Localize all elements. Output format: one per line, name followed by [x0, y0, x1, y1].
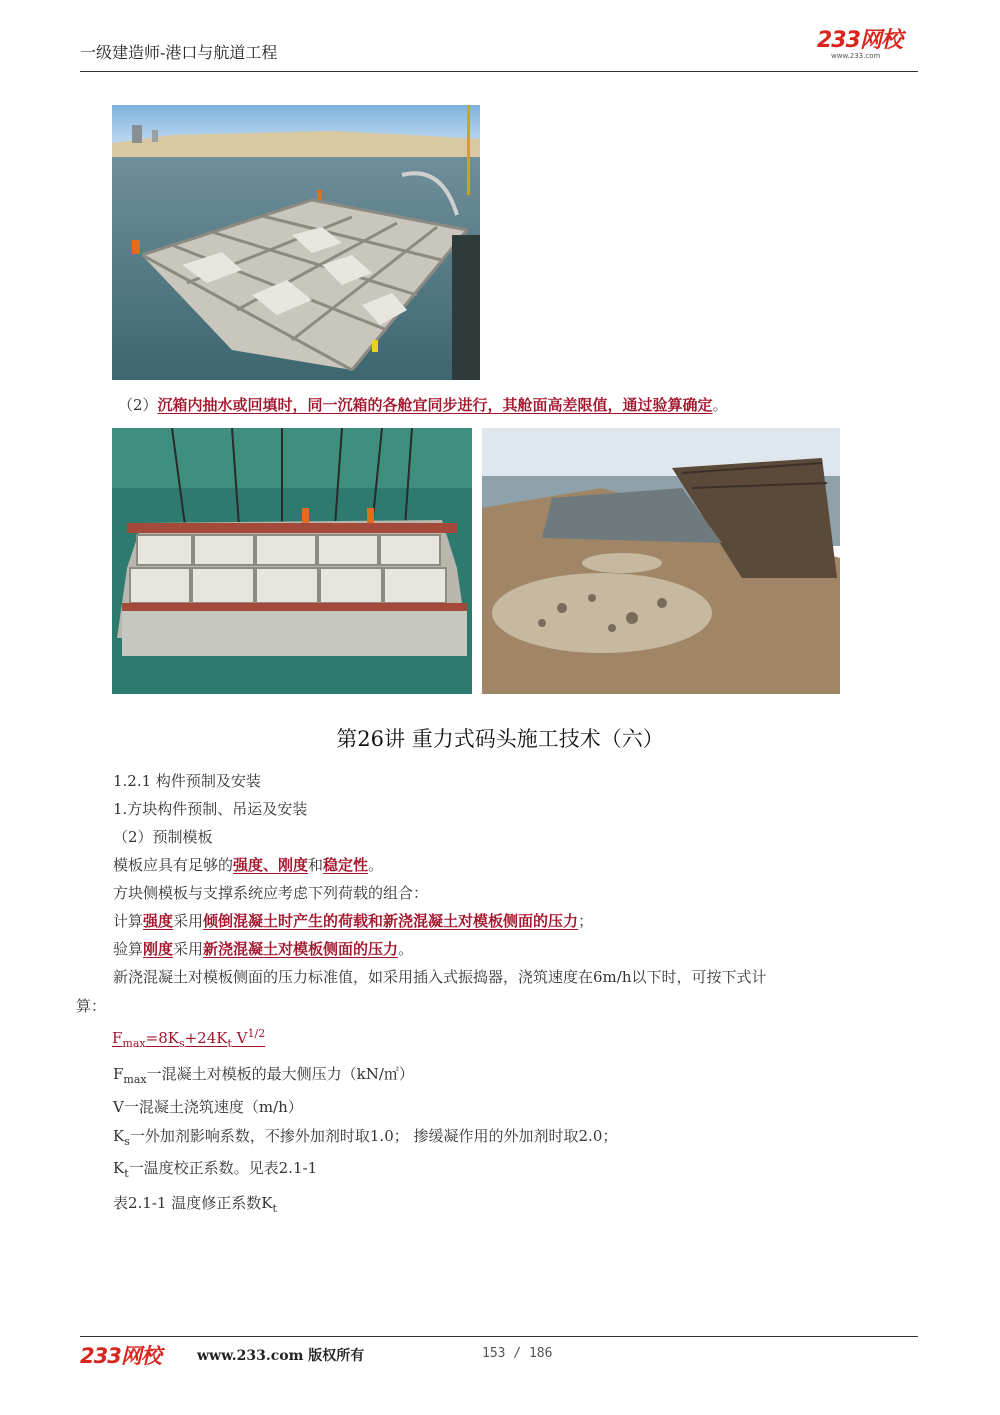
definition-text: 一混凝土对模板的最大侧压力（kN/㎡）	[146, 1065, 414, 1083]
text: 采用	[173, 940, 204, 958]
text: 和	[308, 856, 324, 874]
definition-text: 一温度校正系数。见表2.1-1	[128, 1159, 318, 1177]
brand-logo	[817, 30, 902, 60]
header-title: 一级建造师-港口与航道工程	[80, 43, 278, 62]
definition-text: 一外加剂影响系数，不掺外加剂时取1.0； 掺缓凝作用的外加剂时取2.0；	[129, 1127, 618, 1145]
formula-term: =8K	[145, 1029, 179, 1047]
caisson-photo-1	[112, 105, 480, 380]
keyword-strength: 强度	[143, 912, 174, 930]
text: 。	[368, 856, 384, 874]
definition-fmax	[113, 1063, 414, 1086]
keyword-strength-stiffness: 强度、刚度	[233, 856, 309, 874]
logo-url: www.233.com	[831, 52, 881, 60]
definition-ks	[113, 1125, 617, 1148]
keyword-stability: 稳定性	[323, 856, 369, 874]
keyword-load: 倾倒混凝土时产生的荷载和新浇混凝土对模板侧面的压力	[203, 912, 579, 930]
text: 计算	[113, 912, 144, 930]
caption-2	[118, 394, 728, 415]
formula-sub-s: s	[178, 1037, 185, 1050]
symbol: K	[113, 1127, 125, 1145]
symbol-sub: t	[124, 1167, 129, 1180]
symbol: K	[113, 1159, 125, 1177]
text: 采用	[173, 912, 204, 930]
section-heading: 1.2.1 构件预制及安装	[113, 772, 261, 790]
symbol-sub: max	[123, 1073, 147, 1086]
keyword-stiffness: 刚度	[143, 940, 174, 958]
formula-F: F	[112, 1029, 123, 1047]
paragraph-formwork	[113, 854, 383, 875]
page-header	[0, 0, 1000, 75]
definition-v: V一混凝土浇筑速度（m/h）	[113, 1098, 303, 1116]
item-heading: （2）预制模板	[113, 828, 213, 846]
formula-sub-max: max	[122, 1037, 146, 1050]
text: 模板应具有足够的	[113, 856, 234, 874]
formula-sub-t: t	[227, 1037, 232, 1050]
page-number: 153 / 186	[482, 1346, 553, 1361]
symbol-sub: t	[272, 1202, 277, 1215]
paragraph-strength	[113, 910, 593, 931]
header-divider	[80, 71, 918, 72]
paragraph-stiffness	[113, 938, 413, 959]
formula-V: V	[231, 1029, 248, 1047]
table-caption	[113, 1192, 277, 1215]
footer-copyright: www.233.com 版权所有	[197, 1348, 365, 1364]
backfill-photo	[482, 428, 840, 694]
paragraph-pressure-cont: 算：	[76, 997, 107, 1015]
symbol: F	[113, 1065, 124, 1083]
logo-text: 233网校	[817, 28, 902, 53]
pressure-formula	[112, 1027, 265, 1050]
caption-keypoint: 沉箱内抽水或回填时，同一沉箱的各舱宜同步进行，其舱面高差限值，通过验算确定	[157, 396, 713, 414]
caisson-photo-2	[112, 428, 472, 694]
footer-logo: 233网校	[80, 1344, 161, 1368]
text: 。	[398, 940, 414, 958]
lecture-title: 第26讲 重力式码头施工技术（六）	[336, 727, 664, 751]
subsection-heading: 1.方块构件预制、吊运及安装	[113, 800, 308, 818]
footer-divider	[80, 1336, 918, 1337]
caption-prefix: （2）	[118, 396, 158, 414]
text: 验算	[113, 940, 144, 958]
symbol-sub: s	[124, 1135, 130, 1148]
caption-suffix: 。	[712, 396, 728, 414]
formula-term: +24K	[184, 1029, 228, 1047]
text: ；	[578, 912, 594, 930]
definition-kt	[113, 1157, 317, 1180]
keyword-pressure: 新浇混凝土对模板侧面的压力	[203, 940, 399, 958]
formula-exponent: 1/2	[247, 1027, 266, 1040]
paragraph-loads: 方块侧模板与支撑系统应考虑下列荷载的组合：	[113, 884, 429, 902]
table-caption-text: 表2.1-1 温度修正系数K	[113, 1194, 273, 1212]
paragraph-pressure: 新浇混凝土对模板侧面的压力标准值，如采用插入式振捣器，浇筑速度在6m/h以下时，可按下式计	[113, 968, 767, 986]
